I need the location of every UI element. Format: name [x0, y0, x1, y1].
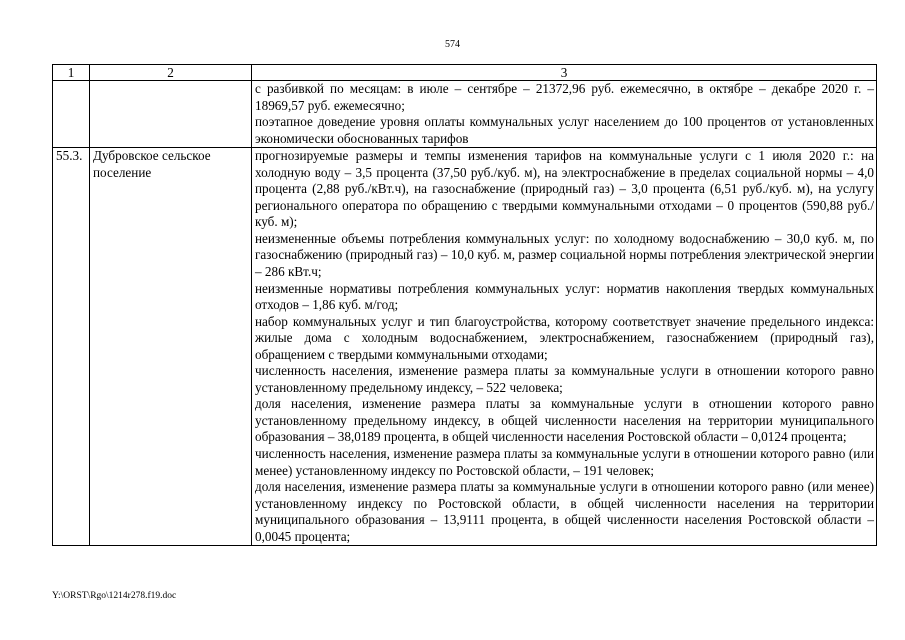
document-table	[52, 64, 877, 546]
paragraph: прогнозируемые размеры и темпы изменения тарифов на коммунальные услуги с 1 июля 2020 г.: на холодную воду – 3,5 процента (37,50 руб./куб. м), на электроснабжение в пределах социальной нормы – 4,0 процента (2,88 руб./кВт.ч), на газоснабжение (природный газ) – 3,0 процента (6,51 руб./куб. м), на услугу регионального оператора по обращению с твердыми коммунальными отходами – 0 процентов (590,88 руб./куб. м);	[255, 148, 874, 230]
content-cell	[252, 148, 877, 546]
page-number: 574	[445, 39, 460, 50]
paragraph: численность населения, изменение размера платы за коммунальные услуги в отношении которого равно (или менее) установленному индексу по Ростовской области, – 191 человек;	[255, 446, 874, 478]
table-row-continuation	[53, 81, 877, 148]
header-col-3: 3	[252, 65, 877, 81]
paragraph: численность населения, изменение размера платы за коммунальные услуги в отношении которого равно установленному предельному индексу, – 522 человека;	[255, 363, 874, 395]
footer-file-path: Y:\ORST\Rgo\1214r278.f19.doc	[52, 591, 177, 601]
municipality-cell: Дубровское сельское поселение	[90, 148, 252, 546]
paragraph: неизменные нормативы потребления коммунальных услуг: норматив накопления твердых коммунальных отходов – 1,86 куб. м/год;	[255, 280, 874, 313]
paragraph: неизмененные объемы потребления коммунальных услуг: по холодному водоснабжению – 30,0 куб. м, по газоснабжению (природный газ) – 10,0 куб. м, размер социальной нормы потребления электрической энергии – 286 кВт.ч;	[255, 230, 874, 280]
paragraph: доля населения, изменение размера платы за коммунальные услуги в отношении которого равно установленному предельному индексу, в общей численности населения на территории муниципального образования – 38,0189 процента, в общей численности населения Ростовской области – 0,0124 процента;	[255, 396, 874, 445]
table-header-row	[53, 65, 877, 81]
table-row-55-3	[53, 148, 877, 546]
content-cell	[252, 81, 877, 148]
paragraph: с разбивкой по месяцам: в июле – сентябре – 21372,96 руб. ежемесячно, в октябре – декабре 2020 г. – 18969,57 руб. ежемесячно;	[255, 81, 874, 113]
row-number-cell: 55.3.	[53, 148, 90, 546]
header-col-1: 1	[53, 65, 90, 81]
header-col-2: 2	[90, 65, 252, 81]
paragraph: поэтапное доведение уровня оплаты коммунальных услуг населением до 100 процентов от установленных экономически обоснованных тарифов	[255, 114, 874, 146]
row-number-cell	[53, 81, 90, 148]
paragraph: доля населения, изменение размера платы за коммунальные услуги в отношении которого равно (или менее) установленному индексу по Ростовской области, в общей численности населения на территории муниципального образования – 13,9111 процента, в общей численности населения Ростовской области – 0,0045 процента;	[255, 479, 874, 544]
paragraph: набор коммунальных услуг и тип благоустройства, которому соответствует значение предельного индекса: жилые дома с холодным водоснабжением, электроснабжением, газоснабжением (природный газ), обращением с твердыми коммунальными отходами;	[255, 313, 874, 362]
municipality-cell	[90, 81, 252, 148]
